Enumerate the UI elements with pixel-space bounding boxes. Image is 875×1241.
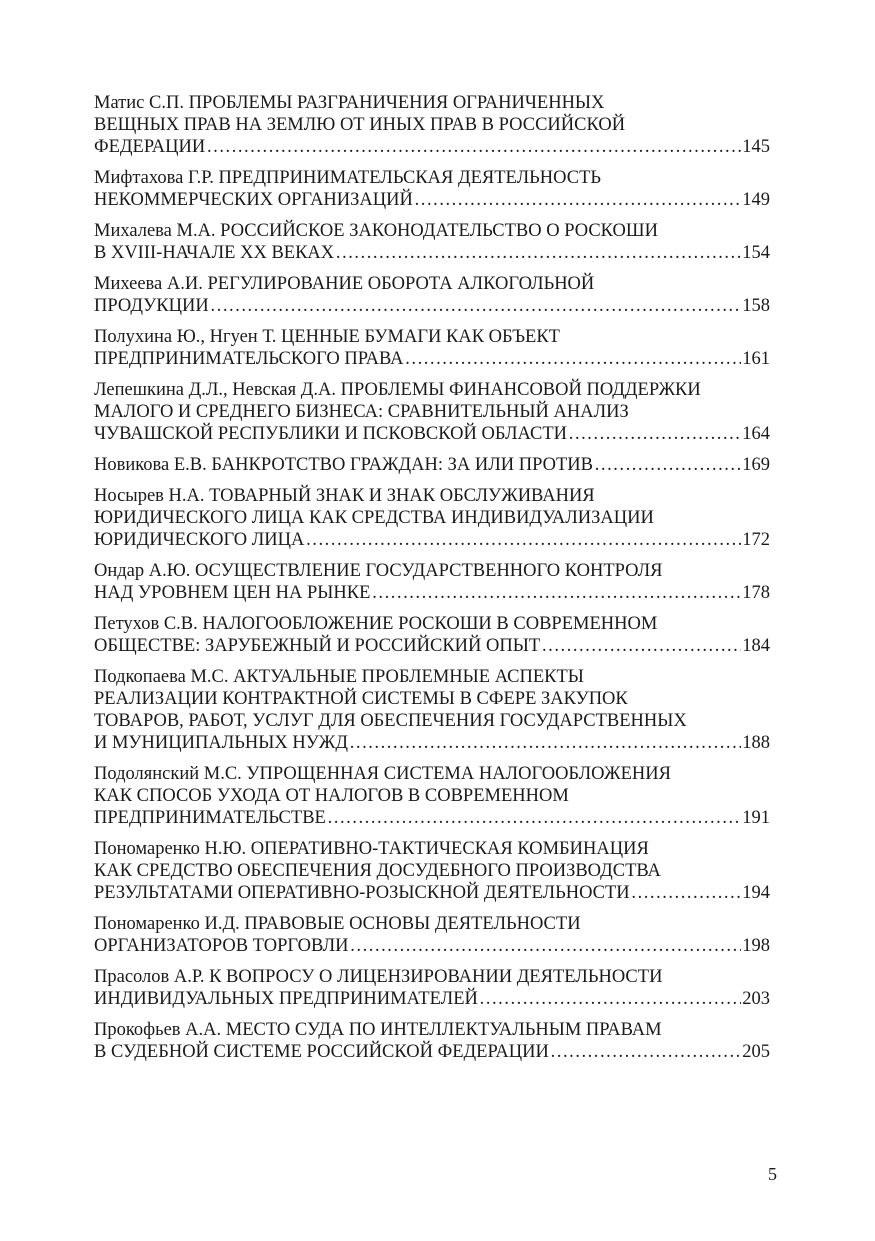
toc-page-number: 184 [742, 636, 770, 656]
toc-entry-line: Подолянский М.С. УПРОЩЕННАЯ СИСТЕМА НАЛОГООБЛОЖЕНИЯ [94, 764, 671, 784]
toc-entry-last-line [94, 582, 770, 604]
toc-entry-line: ОБЩЕСТВЕ: ЗАРУБЕЖНЫЙ И РОССИЙСКИЙ ОПЫТ [94, 636, 541, 656]
dot-leader [335, 242, 741, 264]
toc-entry-last-line [94, 454, 770, 476]
toc-entry [94, 1019, 770, 1063]
toc-entry-line: РЕЗУЛЬТАТАМИ ОПЕРАТИВНО-РОЗЫСКНОЙ ДЕЯТЕЛЬНОСТИ [94, 883, 630, 903]
toc-entry-line: ПРЕДПРИНИМАТЕЛЬСТВЕ [94, 808, 326, 828]
toc-entry-last-line [94, 635, 770, 657]
toc-entry-last-line [94, 732, 770, 754]
toc-entry-line: Полухина Ю., Нгуен Т. ЦЕННЫЕ БУМАГИ КАК ОБЪЕКТ [94, 327, 560, 347]
toc-entry-line: ЮРИДИЧЕСКОГО ЛИЦА КАК СРЕДСТВА ИНДИВИДУАЛИЗАЦИИ [94, 508, 654, 528]
toc-entry-line: И МУНИЦИПАЛЬНЫХ НУЖД [94, 733, 348, 753]
toc-page-number: 149 [742, 190, 770, 210]
dot-leader [631, 882, 742, 904]
dot-leader [594, 454, 741, 476]
dot-leader [349, 732, 741, 754]
toc-entry [94, 560, 770, 604]
toc-entry-line: ПРЕДПРИНИМАТЕЛЬСКОГО ПРАВА [94, 349, 404, 369]
dot-leader [210, 295, 742, 317]
toc-entry-line: Михалева М.А. РОССИЙСКОЕ ЗАКОНОДАТЕЛЬСТВО О РОСКОШИ [94, 221, 658, 241]
toc-entry-line: Пономаренко И.Д. ПРАВОВЫЕ ОСНОВЫ ДЕЯТЕЛЬНОСТИ [94, 914, 581, 934]
toc-entry [94, 966, 770, 1010]
toc-entry-last-line [94, 295, 770, 317]
toc-entry-line: ОРГАНИЗАТОРОВ ТОРГОВЛИ [94, 936, 349, 956]
toc-entry [94, 485, 770, 551]
toc-entry-line: Матис С.П. ПРОБЛЕМЫ РАЗГРАНИЧЕНИЯ ОГРАНИЧЕННЫХ [94, 93, 605, 113]
dot-leader [327, 807, 741, 829]
dot-leader [405, 348, 742, 370]
dot-leader [568, 423, 741, 445]
dot-leader [550, 1041, 741, 1063]
toc-entry-last-line [94, 189, 770, 211]
toc-entry-last-line [94, 882, 770, 904]
toc-entry-line: ВЕЩНЫХ ПРАВ НА ЗЕМЛЮ ОТ ИНЫХ ПРАВ В РОССИЙСКОЙ [94, 115, 626, 135]
toc-entry-line: МАЛОГО И СРЕДНЕГО БИЗНЕСА: СРАВНИТЕЛЬНЫЙ АНАЛИЗ [94, 402, 629, 422]
toc-entry-last-line [94, 1041, 770, 1063]
toc-entry-line: ЮРИДИЧЕСКОГО ЛИЦА [94, 530, 305, 550]
dot-leader [305, 529, 741, 551]
dot-leader [414, 189, 741, 211]
toc-entry-line: КАК СПОСОБ УХОДА ОТ НАЛОГОВ В СОВРЕМЕННОМ [94, 786, 569, 806]
table-of-contents [94, 92, 770, 1072]
toc-entry [94, 326, 770, 370]
toc-entry-line: КАК СРЕДСТВО ОБЕСПЕЧЕНИЯ ДОСУДЕБНОГО ПРОИЗВОДСТВА [94, 861, 661, 881]
toc-entry-line: НЕКОММЕРЧЕСКИХ ОРГАНИЗАЦИЙ [94, 190, 413, 210]
toc-page-number: 178 [742, 583, 770, 603]
toc-entry [94, 666, 770, 754]
dot-leader [479, 988, 741, 1010]
dot-leader [541, 635, 741, 657]
toc-entry-line: Пономаренко Н.Ю. ОПЕРАТИВНО-ТАКТИЧЕСКАЯ КОМБИНАЦИЯ [94, 839, 649, 859]
toc-entry-line: В XVIII-НАЧАЛЕ XX ВЕКАХ [94, 243, 335, 263]
toc-entry-line: ТОВАРОВ, РАБОТ, УСЛУГ ДЛЯ ОБЕСПЕЧЕНИЯ ГОСУДАРСТВЕННЫХ [94, 711, 687, 731]
toc-entry-line: НАД УРОВНЕМ ЦЕН НА РЫНКЕ [94, 583, 371, 603]
toc-page-number: 145 [742, 137, 770, 157]
toc-page-number: 172 [742, 530, 770, 550]
toc-page-number: 194 [742, 883, 770, 903]
toc-entry [94, 763, 770, 829]
toc-entry-last-line [94, 348, 770, 370]
toc-entry-last-line [94, 988, 770, 1010]
toc-entry-line: Подкопаева М.С. АКТУАЛЬНЫЕ ПРОБЛЕМНЫЕ АСПЕКТЫ [94, 667, 584, 687]
toc-page-number: 188 [742, 733, 770, 753]
toc-entry-line: ФЕДЕРАЦИИ [94, 137, 206, 157]
toc-entry-line: Прокофьев А.А. МЕСТО СУДА ПО ИНТЕЛЛЕКТУАЛЬНЫМ ПРАВАМ [94, 1020, 662, 1040]
toc-page-number: 169 [742, 455, 770, 475]
toc-entry [94, 220, 770, 264]
toc-entry-line: ЧУВАШСКОЙ РЕСПУБЛИКИ И ПСКОВСКОЙ ОБЛАСТИ [94, 424, 567, 444]
toc-entry [94, 167, 770, 211]
toc-entry-line: Лепешкина Д.Л., Невская Д.А. ПРОБЛЕМЫ ФИНАНСОВОЙ ПОДДЕРЖКИ [94, 380, 701, 400]
dot-leader [371, 582, 741, 604]
toc-entry-line: Михеева А.И. РЕГУЛИРОВАНИЕ ОБОРОТА АЛКОГОЛЬНОЙ [94, 274, 595, 294]
toc-entry-line: ПРОДУКЦИИ [94, 296, 209, 316]
toc-page-number: 205 [742, 1042, 770, 1062]
toc-entry-last-line [94, 423, 770, 445]
toc-entry-line: Петухов С.В. НАЛОГООБЛОЖЕНИЕ РОСКОШИ В СОВРЕМЕННОМ [94, 614, 658, 634]
page-number: 5 [768, 1164, 777, 1184]
toc-entry-last-line [94, 935, 770, 957]
toc-entry [94, 838, 770, 904]
toc-entry [94, 273, 770, 317]
toc-entry [94, 379, 770, 445]
toc-entry-line: В СУДЕБНОЙ СИСТЕМЕ РОССИЙСКОЙ ФЕДЕРАЦИИ [94, 1042, 549, 1062]
toc-page-number: 158 [742, 296, 770, 316]
toc-entry-last-line [94, 807, 770, 829]
toc-entry [94, 913, 770, 957]
toc-entry [94, 92, 770, 158]
toc-page-number: 203 [742, 989, 770, 1009]
toc-page-number: 198 [742, 936, 770, 956]
toc-page-number: 161 [742, 349, 770, 369]
dot-leader [206, 136, 741, 158]
toc-entry-line: ИНДИВИДУАЛЬНЫХ ПРЕДПРИНИМАТЕЛЕЙ [94, 989, 478, 1009]
toc-entry-line: Ондар А.Ю. ОСУЩЕСТВЛЕНИЕ ГОСУДАРСТВЕННОГО КОНТРОЛЯ [94, 561, 663, 581]
toc-entry-last-line [94, 529, 770, 551]
toc-entry [94, 454, 770, 476]
toc-page-number: 164 [742, 424, 770, 444]
toc-entry-line: Носырев Н.А. ТОВАРНЫЙ ЗНАК И ЗНАК ОБСЛУЖИВАНИЯ [94, 486, 595, 506]
dot-leader [350, 935, 742, 957]
toc-entry-line: Мифтахова Г.Р. ПРЕДПРИНИМАТЕЛЬСКАЯ ДЕЯТЕЛЬНОСТЬ [94, 168, 601, 188]
toc-entry-last-line [94, 242, 770, 264]
toc-entry-line: Новикова Е.В. БАНКРОТСТВО ГРАЖДАН: ЗА ИЛИ ПРОТИВ [94, 455, 594, 475]
toc-entry [94, 613, 770, 657]
toc-entry-line: Прасолов А.Р. К ВОПРОСУ О ЛИЦЕНЗИРОВАНИИ ДЕЯТЕЛЬНОСТИ [94, 967, 663, 987]
toc-entry-last-line [94, 136, 770, 158]
toc-page-number: 191 [742, 808, 770, 828]
toc-entry-line: РЕАЛИЗАЦИИ КОНТРАКТНОЙ СИСТЕМЫ В СФЕРЕ ЗАКУПОК [94, 689, 628, 709]
toc-page-number: 154 [742, 243, 770, 263]
